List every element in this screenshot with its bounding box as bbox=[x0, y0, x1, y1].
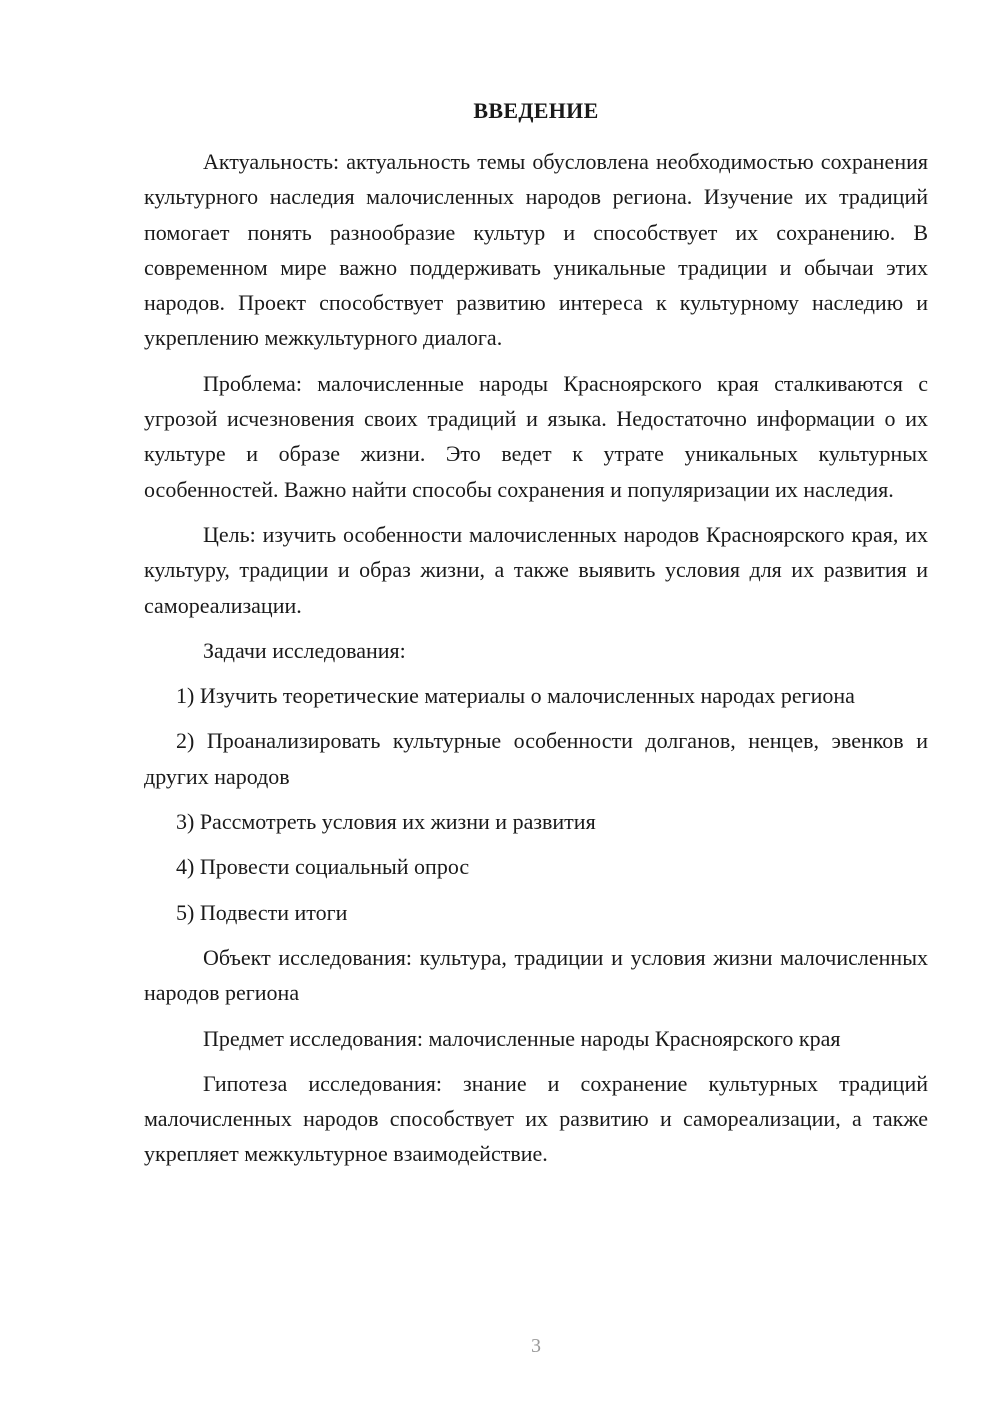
page-number: 3 bbox=[531, 1335, 541, 1357]
problem-paragraph: Проблема: малочисленные народы Красноярского края сталкиваются с угрозой исчезновения своих традиций и языка. Недостаточно информации о их культуре и образе жизни. Это ведет к утрате уникальных культурных особенностей. Важно найти способы сохранения и популяризации их наследия. bbox=[144, 370, 928, 502]
task-item-1: 1) Изучить теоретические материалы о малочисленных народах региона bbox=[176, 683, 855, 709]
section-title: ВВЕДЕНИЕ bbox=[473, 98, 599, 123]
task-item-4: 4) Провести социальный опрос bbox=[176, 854, 470, 880]
goal-paragraph: Цель: изучить особенности малочисленных народов Красноярского края, их культуру, традиции и образ жизни, а также выявить условия для их развития и самореализации. bbox=[144, 521, 928, 618]
subject-paragraph: Предмет исследования: малочисленные народы Красноярского края bbox=[203, 1025, 841, 1051]
task-item-5: 5) Подвести итоги bbox=[176, 899, 348, 925]
task-item-3: 3) Рассмотреть условия их жизни и развития bbox=[176, 809, 596, 835]
object-paragraph: Объект исследования: культура, традиции и условия жизни малочисленных народов региона bbox=[144, 944, 928, 1006]
relevance-paragraph: Актуальность: актуальность темы обусловлена необходимостью сохранения культурного наследия малочисленных народов региона. Изучение их традиций помогает понять разнообразие культур и способствует их сохранению. В современном мире важно поддерживать уникальные традиции и обычаи этих народов. Проект способствует развитию интереса к культурному наследию и укреплению межкультурного диалога. bbox=[144, 149, 928, 351]
hypothesis-paragraph: Гипотеза исследования: знание и сохранение культурных традиций малочисленных народов способствует их развитию и самореализации, а также укрепляет межкультурное взаимодействие. bbox=[144, 1070, 928, 1167]
task-item-2: 2) Проанализировать культурные особенности долганов, ненцев, эвенков и других народов bbox=[144, 728, 928, 789]
tasks-heading: Задачи исследования: bbox=[203, 637, 406, 663]
document-page bbox=[144, 96, 928, 1182]
